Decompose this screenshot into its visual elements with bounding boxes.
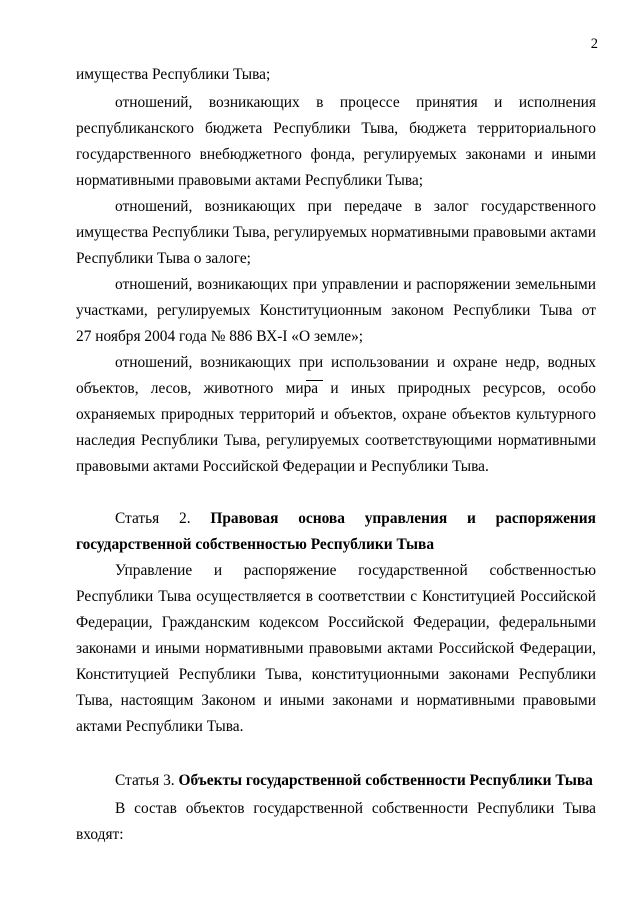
text-line: актами Республики Тыва. [76, 718, 244, 735]
article-2-title-continued: государственной собственностью Республики Тыва [76, 536, 435, 553]
text-line: республиканского бюджета Республики Тыва, бюджета территориального [76, 120, 596, 137]
text-line: правовыми актами Российской Федерации и Республики Тыва. [76, 458, 489, 475]
text-line: Республики Тыва осуществляется в соответствии с Конституцией Российской [76, 588, 596, 605]
text-line: нормативными правовыми актами Республики Тыва; [76, 172, 424, 189]
text-line: входят: [76, 826, 124, 843]
text-line: участками, регулируемых Конституционным законом Республики Тыва от [76, 302, 596, 319]
text-line: охраняемых природных территорий и объектов, охране объектов культурного [76, 406, 596, 423]
text-line: законами и иными нормативными правовыми актами Российской Федерации, [76, 640, 596, 657]
page-number: 2 [590, 36, 598, 52]
article-3-heading [115, 772, 593, 790]
text-line: отношений, возникающих при передаче в залог государственного [115, 198, 596, 215]
text-line: объектов, лесов, животного мира и иных природных ресурсов, особо [76, 380, 596, 397]
article-2-number: Статья 2. [115, 510, 191, 527]
article-3-title: Объекты государственной собственности Республики Тыва [178, 772, 593, 789]
text-line: В состав объектов государственной собственности Республики Тыва [115, 800, 596, 817]
text-line: Тыва, настоящим Законом и иными законами и нормативными правовыми [76, 692, 596, 709]
text-line: Конституцией Республики Тыва, конституционными законами Республики [76, 666, 596, 683]
article-2-heading [115, 510, 596, 528]
text-line: имущества Республики Тыва, регулируемых нормативными правовыми актами [76, 224, 596, 241]
text-line: Управление и распоряжение государственной собственностью [115, 562, 596, 579]
text-line: Республики Тыва о залоге; [76, 250, 251, 267]
article-3-number: Статья 3. [115, 772, 175, 789]
text-line: 27 ноября 2004 года № 886 ВХ-I «О земле»; [76, 328, 364, 345]
text-line: отношений, возникающих в процессе принятия и исполнения [115, 94, 596, 111]
text-line: имущества Республики Тыва; [76, 66, 271, 83]
article-2-title: Правовая основа управления и распоряжения [210, 510, 596, 527]
text-line: наследия Республики Тыва, регулируемых соответствующими нормативными [76, 432, 596, 449]
text-line: государственного внебюджетного фонда, регулируемых законами и иными [76, 146, 596, 163]
text-line: Федерации, Гражданским кодексом Российской Федерации, федеральными [76, 614, 596, 631]
text-line: отношений, возникающих при использовании и охране недр, водных [115, 354, 596, 371]
text-line: отношений, возникающих при управлении и распоряжении земельными [115, 276, 596, 293]
